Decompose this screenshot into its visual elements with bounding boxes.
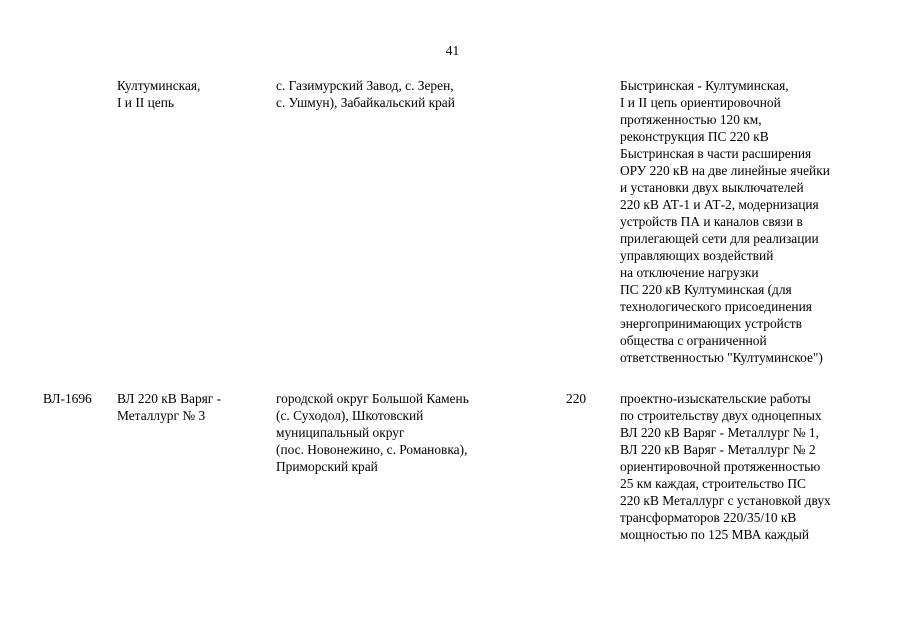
text-line: ВЛ 220 кВ Варяг - Металлург № 2: [620, 442, 816, 457]
text-line: ответственностью "Култуминское"): [620, 350, 823, 365]
text-line: прилегающей сети для реализации: [620, 231, 819, 246]
text-line: общества с ограниченной: [620, 333, 767, 348]
text-line: Быстринская в части расширения: [620, 146, 812, 161]
text-line: управляющих воздействий: [620, 248, 774, 263]
text-line: мощностью по 125 МВА каждый: [620, 527, 810, 542]
text-line: устройств ПА и каналов связи в: [620, 214, 803, 229]
text-line: (с. Суходол), Шкотовский: [276, 408, 424, 423]
text-line: энергопринимающих устройств: [620, 316, 802, 331]
object-name: [117, 77, 200, 111]
page-number: 41: [445, 43, 460, 58]
text-line: ориентировочной протяженностью: [620, 459, 821, 474]
text-line: 25 км каждая, строительство ПС: [620, 476, 806, 491]
text-line: трансформаторов 220/35/10 кВ: [620, 510, 797, 525]
text-line: протяженностью 120 км,: [620, 112, 762, 127]
text-line: и установки двух выключателей: [620, 180, 804, 195]
text-line: муниципальный округ: [276, 425, 405, 440]
text-line: I и II цепь: [117, 95, 174, 110]
text-line: I и II цепь ориентировочной: [620, 95, 781, 110]
object-location: [276, 77, 455, 111]
text-line: на отключение нагрузки: [620, 265, 759, 280]
object-location: [276, 390, 469, 475]
text-line: 220 кВ Металлург с установкой двух: [620, 493, 831, 508]
object-code: ВЛ-1696: [43, 391, 92, 406]
text-line: технологического присоединения: [620, 299, 812, 314]
text-line: ОРУ 220 кВ на две линейные ячейки: [620, 163, 830, 178]
text-line: (пос. Новонежино, с. Романовка),: [276, 442, 468, 457]
text-line: Металлург № 3: [117, 408, 206, 423]
text-line: 220 кВ АТ-1 и АТ-2, модернизация: [620, 197, 819, 212]
text-line: по строительству двух одноцепных: [620, 408, 822, 423]
object-description: [620, 390, 831, 543]
object-voltage: 220: [566, 391, 587, 406]
text-line: ВЛ 220 кВ Варяг - Металлург № 1,: [620, 425, 819, 440]
text-line: реконструкция ПС 220 кВ: [620, 129, 769, 144]
text-line: проектно-изыскательские работы: [620, 391, 811, 406]
text-line: Быстринская - Култуминская,: [620, 78, 789, 93]
object-description: [620, 77, 830, 366]
text-line: Приморский край: [276, 459, 378, 474]
text-line: Култуминская,: [117, 78, 201, 93]
text-line: с. Газимурский Завод, с. Зерен,: [276, 78, 454, 93]
text-line: с. Ушмун), Забайкальский край: [276, 95, 455, 110]
object-name: [117, 390, 221, 424]
text-line: ВЛ 220 кВ Варяг -: [117, 391, 222, 406]
text-line: городской округ Большой Камень: [276, 391, 469, 406]
text-line: ПС 220 кВ Култуминская (для: [620, 282, 792, 297]
